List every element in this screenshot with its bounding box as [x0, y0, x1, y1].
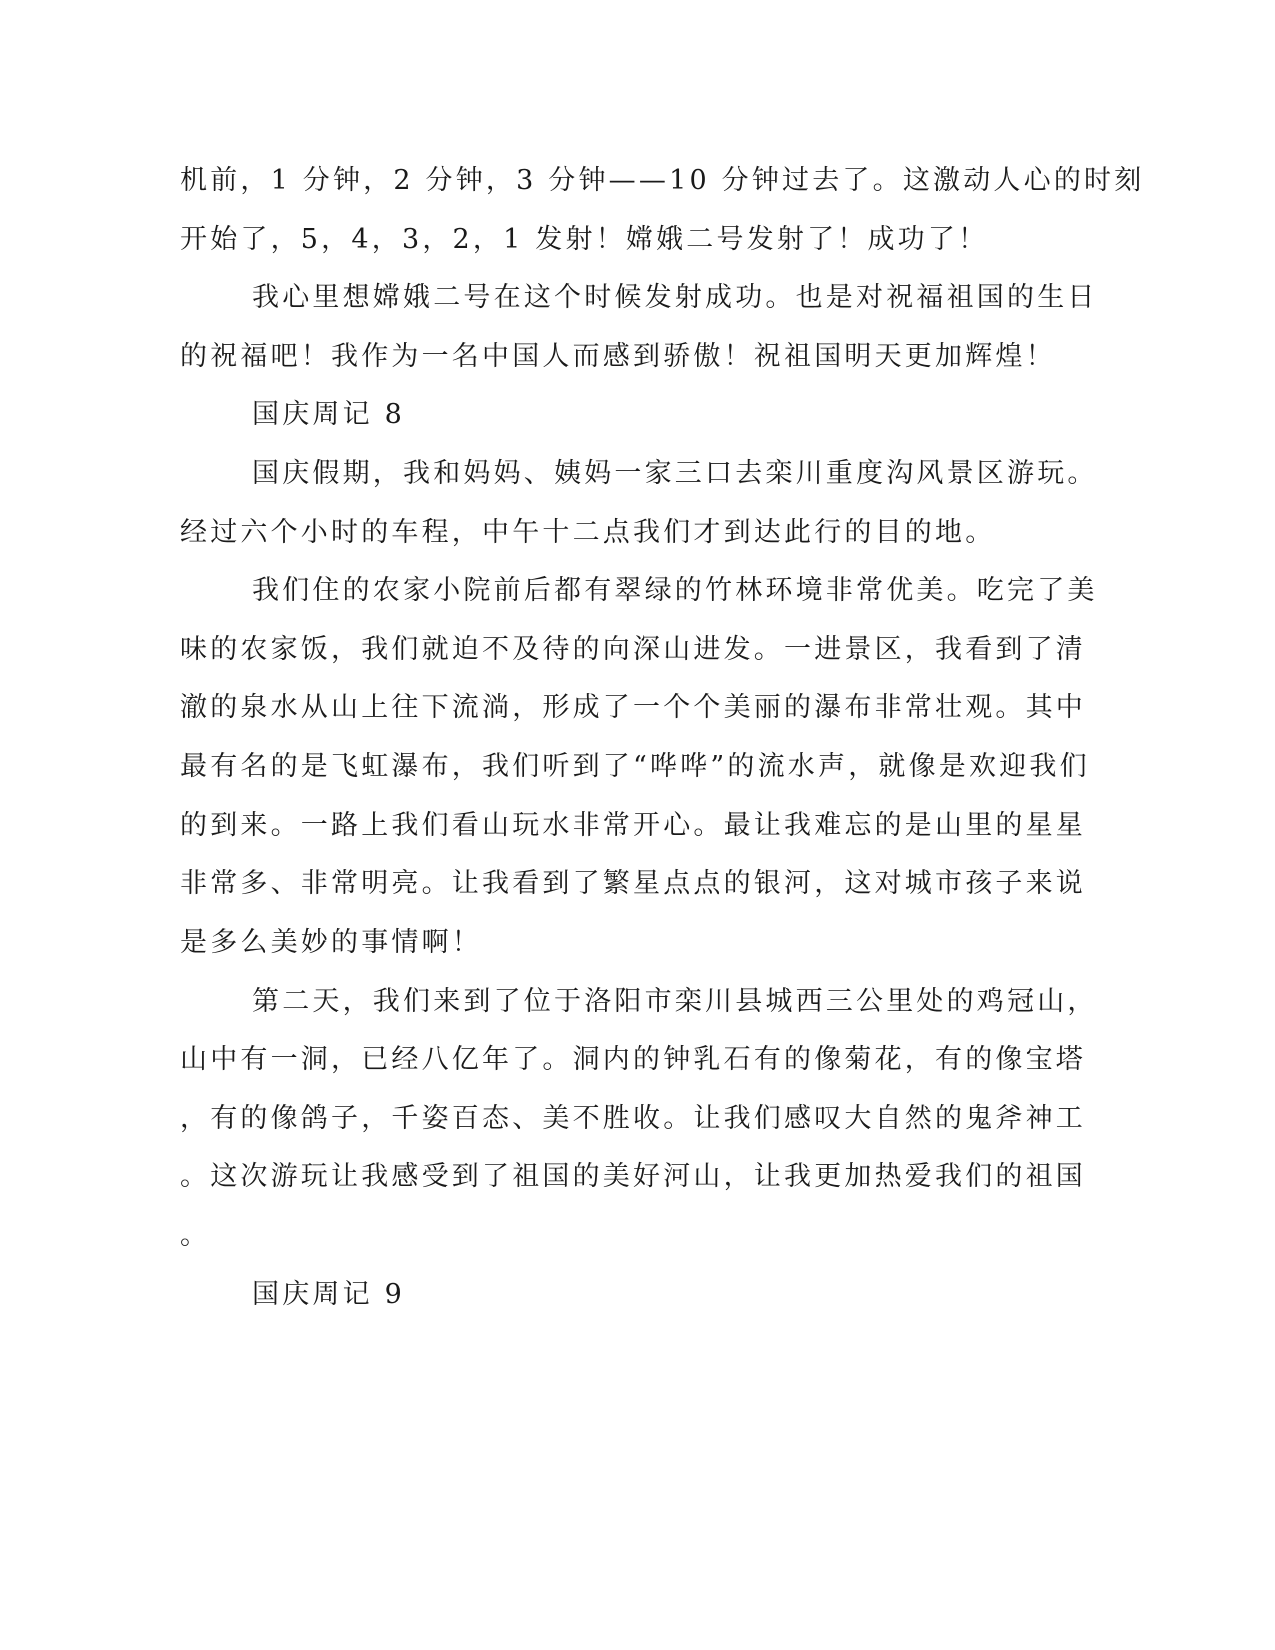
- section-heading: 国庆周记 8: [252, 399, 405, 430]
- text-line: 澈的泉水从山上往下流淌，形成了一个个美丽的瀑布非常壮观。其中: [180, 692, 1086, 723]
- paragraph-start-line: 我心里想嫦娥二号在这个时候发射成功。也是对祝福祖国的生日: [252, 282, 1098, 313]
- text-line: 。: [180, 1220, 211, 1251]
- section-heading: 国庆周记 9: [252, 1279, 405, 1310]
- text-line: 机前，1 分钟，2 分钟，3 分钟——10 分钟过去了。这激动人心的时刻: [180, 165, 1145, 196]
- text-line: 的到来。一路上我们看山玩水非常开心。最让我难忘的是山里的星星: [180, 810, 1086, 841]
- text-line: 最有名的是飞虹瀑布，我们听到了“哗哗”的流水声，就像是欢迎我们: [180, 751, 1090, 782]
- text-line: 山中有一洞，已经八亿年了。洞内的钟乳石有的像菊花，有的像宝塔: [180, 1044, 1086, 1075]
- text-line: 。这次游玩让我感受到了祖国的美好河山，让我更加热爱我们的祖国: [180, 1161, 1086, 1192]
- text-line: 是多么美妙的事情啊！: [180, 927, 482, 958]
- paragraph-start-line: 国庆假期，我和妈妈、姨妈一家三口去栾川重度沟风景区游玩。: [252, 458, 1098, 489]
- text-line: 经过六个小时的车程，中午十二点我们才到达此行的目的地。: [180, 517, 996, 548]
- text-line: 的祝福吧！我作为一名中国人而感到骄傲！祝祖国明天更加辉煌！: [180, 341, 1056, 372]
- paragraph-start-line: 我们住的农家小院前后都有翠绿的竹林环境非常优美。吃完了美: [252, 575, 1098, 606]
- text-line: 味的农家饭，我们就迫不及待的向深山进发。一进景区，我看到了清: [180, 634, 1086, 665]
- paragraph-start-line: 第二天，我们来到了位于洛阳市栾川县城西三公里处的鸡冠山，: [252, 986, 1098, 1017]
- text-line: 非常多、非常明亮。让我看到了繁星点点的银河，这对城市孩子来说: [180, 868, 1086, 899]
- text-line: 开始了，5，4，3，2，1 发射！嫦娥二号发射了！成功了！: [180, 224, 989, 255]
- text-line: ，有的像鸽子，千姿百态、美不胜收。让我们感叹大自然的鬼斧神工: [180, 1103, 1086, 1134]
